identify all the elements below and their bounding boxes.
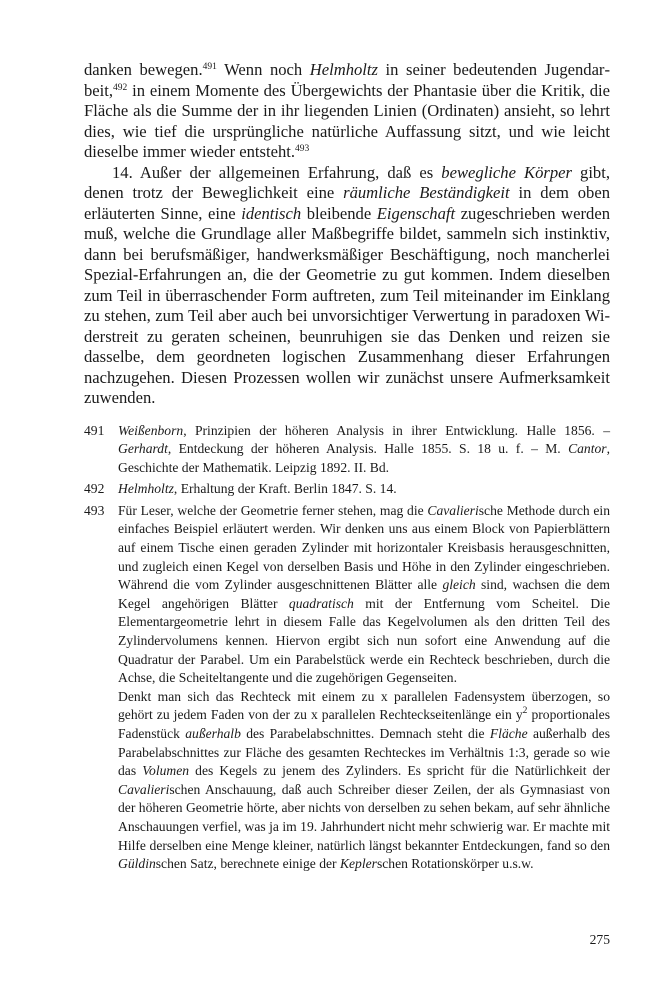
footnote-493 [84, 502, 610, 874]
text-run: gibt, denen trotz der Beweglichkeit eine [84, 162, 610, 202]
text-run: in einem Momente des Übergewichts der Phantasie über die Kritik, die Fläche als die Summe der in ihr liegenden Linien (Ordinaten) ansieht, so lehrt dies, wie tief die ursprüngliche natürliche Auffassung sitzt, und wie leicht dieselbe immer wieder entsteht. [84, 80, 610, 161]
text-run: danken bewegen. [84, 60, 203, 79]
paragraph-2 [84, 163, 610, 409]
text-run: Denkt man sich das Rechteck mit einem zu x parallelen Fadensystem überzogen, so gehört zu jedem Faden von der zu x parallelen Rechteckseitenlänge ein y [118, 688, 610, 723]
text-run: proportionales Fadenstück [118, 707, 610, 741]
italic-run: Helmholtz [118, 481, 174, 497]
footnote-ref: 492 [113, 82, 128, 93]
italic-run: Eigenschaft [376, 203, 456, 223]
footnote-491 [84, 422, 610, 478]
italic-run: Cavalieri [118, 781, 170, 797]
text-run: in seiner bedeutenden Jugendarbeit, [84, 60, 610, 100]
italic-run: Weißenborn [118, 422, 184, 438]
text-run: Wenn noch [216, 60, 310, 79]
italic-run: identisch [241, 203, 302, 223]
italic-run: Güldin [118, 856, 156, 872]
italic-run: Kepler [339, 856, 377, 872]
footnote-ref: 493 [295, 144, 310, 154]
text-run: schen Satz, berechnete einige der [155, 856, 340, 872]
text-run: des Parabelabschnittes. Demnach steht die [240, 726, 490, 741]
text-run: in dem oben erläuterten Sinne, eine [84, 183, 610, 223]
italic-run: Cavalieri [427, 502, 479, 518]
page-number: 275 [589, 932, 610, 947]
text-run: , Geschichte der Mathematik. Leipzig 1892. II. Bd. [118, 441, 610, 475]
footnote-number: 491 [84, 422, 105, 438]
paragraph-1 [84, 60, 610, 163]
italic-run: Gerhardt [118, 441, 168, 457]
italic-run: außerhalb [185, 726, 241, 741]
text-run: sche Methode durch ein einfaches Beispiel erläutert werden. Wir denken uns aus einem Block von Papierblättern auf einem Tische einen geraden Zylinder mit horizontaler Kreisbasis herausgeschnitten, und zugleich einen Kegel von derselben Basis und Höhe in den Zylinder eingeschrieben. Während die vom Zylinder ausgeschnittenen Blätter alle [118, 502, 611, 593]
italic-run: gleich [442, 577, 476, 593]
italic-run: Fläche [489, 726, 528, 741]
text-run: , Entdeckung der höheren Analysis. Halle 1855. S. 18 u. f. – M. [167, 441, 569, 457]
text-run: zugeschrieben werden muß, welche die Grundlage aller Maßbegriffe bildet, sammeln sich instinktiv, dann bei berufsmäßiger, handwerksmäßiger Beschäftigung, noch mancherlei Spezial-Erfahrungen an, die der Geometrie zu gut kommen. Indem dieselben zum Teil in überraschender Form auftreten, zum Teil miteinander im Einklang zu stehen, zum Teil aber auch bei unvorsichtiger Verwertung in paradoxen Widerstreit zu geraten scheinen, beunruhigen sie das Denken und reizen sie dasselbe, dem geordneten logischen Zusammenhang dieser Erfahrungen nachzugehen. Diesen Prozessen wollen wir zunächst unsere Aufmerksamkeit zuwenden. [84, 203, 610, 407]
main-text [84, 60, 610, 409]
italic-run: Cantor [568, 441, 607, 457]
text-run: schen Anschauung, daß auch Schreiber dieser Zeilen, der als Gymnasiast von der höheren Geometrie hörte, aber nichts von derselben zu sehen bekam, auf sehr ähnliche Anschauungen verfiel, was ja im 19. Jahrhundert nicht mehr schwierig war. Er machte mit Hilfe derselben eine Menge kleiner, natürlich längst bekannter Entdeckungen, fand so den [118, 781, 610, 853]
text-run: des Kegels zu jenem des Zylinders. Es spricht für die Natürlichkeit der [189, 763, 610, 779]
italic-run: Helmholtz [309, 60, 378, 79]
footnote-number: 492 [84, 481, 105, 497]
text-run: sind, wachsen die dem Kegel angehörigen Blätter [118, 577, 610, 611]
footnote-text [118, 502, 610, 688]
footnote-ref: 491 [202, 62, 217, 72]
footnote-text [118, 480, 610, 499]
text-run: bleibende [301, 203, 377, 223]
footnote-text-continued [118, 688, 610, 874]
footnote-text [118, 422, 610, 478]
text-run: , Prinzipien der höheren Analysis in ihrer Entwicklung. Halle 1856. – [183, 422, 610, 438]
italic-run: räumliche Beständigkeit [343, 183, 510, 202]
text-run: außerhalb des Parabelabschnittes zur Fläche des gesamten Rechteckes im Verhältnis 1:3, gerade so wie das [118, 726, 610, 779]
text-run: 14. Außer der allgemeinen Erfahrung, daß es [112, 162, 442, 182]
text-run: mit der Entfernung vom Scheitel. Die Elementargeometrie lehrt in diesem Falle das Kegelvolumen als den dritten Teil des Zylindervolumens kennen. Hiervon ergibt sich nun sofort eine Anwendung auf die Quadratur der Parabel. Um ein Parabelstück werde ein Rechteck beschrieben, durch die Achse, die Scheiteltangente und die zugehörigen Gegenseiten. [118, 595, 610, 686]
text-run: , Erhaltung der Kraft. Berlin 1847. S. 14. [173, 481, 397, 497]
italic-run: bewegliche Körper [441, 162, 572, 182]
footnotes [84, 422, 610, 874]
footnote-492 [84, 480, 610, 499]
italic-run: Volumen [142, 763, 190, 779]
footnote-ref: 2 [522, 706, 528, 717]
page-content [84, 60, 610, 877]
text-run: schen Rotationskörper u.s.w. [376, 856, 534, 872]
italic-run: quadratisch [288, 595, 354, 611]
text-run: Für Leser, welche der Geometrie ferner stehen, mag die [118, 502, 428, 518]
footnote-number: 493 [84, 502, 105, 518]
